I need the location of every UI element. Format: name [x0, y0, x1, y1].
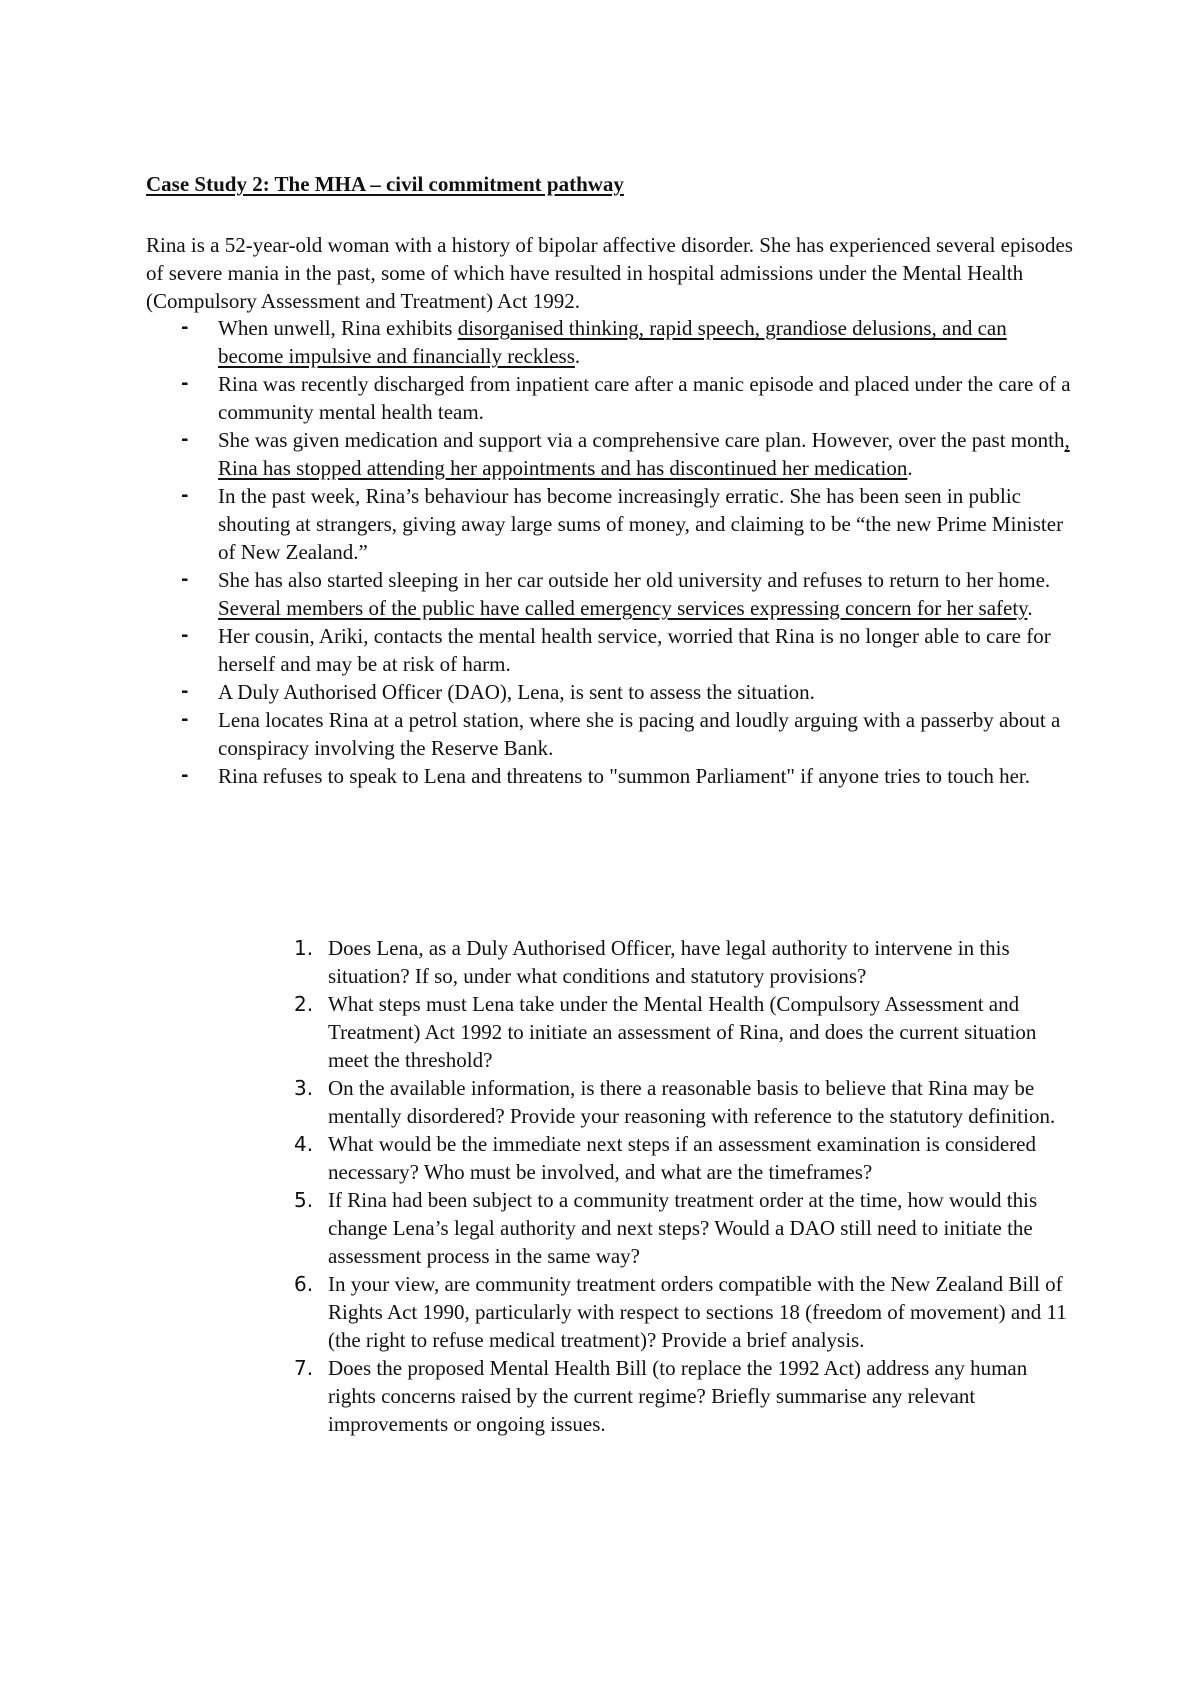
bullet-dash: -: [181, 485, 189, 506]
fact-text-end: .: [574, 344, 581, 368]
fact-text: In the past week, Rina’s behaviour has become increasingly erratic. She has been seen in public shouting at strangers, giving away large sums of money, and claiming to be “the new Prime Minister of New Zealand.”: [218, 484, 1064, 564]
question-item: [146, 1186, 1076, 1270]
fact-text: Rina was recently discharged from inpatient care after a manic episode and placed under the care of a community mental health team.: [218, 372, 1071, 424]
fact-item: [146, 622, 1076, 678]
fact-text: Lena locates Rina at a petrol station, where she is pacing and loudly arguing with a passerby about a conspiracy involving the Reserve Bank.: [218, 708, 1061, 760]
fact-text-end: .: [1027, 596, 1033, 620]
fact-item: [146, 566, 1076, 622]
question-number: 6.: [294, 1272, 314, 1296]
bullet-dash: -: [181, 681, 189, 702]
question-text: If Rina had been subject to a community treatment order at the time, how would this change Lena’s legal authority and next steps? Would a DAO still need to initiate the assessment process in the same way?: [328, 1188, 1038, 1268]
question-text: Does the proposed Mental Health Bill (to replace the 1992 Act) address any human rights concerns raised by the current regime? Briefly summarise any relevant improvements or ongoing issues.: [328, 1356, 1028, 1436]
intro-paragraph: Rina is a 52-year-old woman with a history of bipolar affective disorder. She has experienced several episodes of severe mania in the past, some of which have resulted in hospital admissions under the Mental Health (Compulsory Assessment and Treatment) Act 1992.: [146, 233, 1073, 313]
case-study-title: Case Study 2: The MHA – civil commitment pathway: [146, 172, 624, 196]
bullet-dash: -: [181, 429, 189, 450]
question-number: 1.: [294, 936, 314, 960]
question-item: [146, 1130, 1076, 1186]
question-item: [146, 990, 1076, 1074]
question-item: [146, 934, 1076, 990]
facts-list: [146, 314, 1076, 790]
question-number: 5.: [294, 1188, 314, 1212]
fact-underlined-text: disorganised thinking, rapid speech, grandiose delusions, and can become impulsive and financially reckless: [218, 316, 1007, 368]
question-text: Does Lena, as a Duly Authorised Officer, have legal authority to intervene in this situation? If so, under what conditions and statutory provisions?: [328, 936, 1010, 988]
fact-item: [146, 482, 1076, 566]
fact-item: [146, 678, 1076, 706]
question-item: [146, 1354, 1076, 1438]
fact-text: Her cousin, Ariki, contacts the mental health service, worried that Rina is no longer able to care for herself and may be at risk of harm.: [218, 624, 1051, 676]
question-number: 2.: [294, 992, 314, 1016]
bullet-dash: -: [181, 625, 189, 646]
fact-underlined-text: , Rina has stopped attending her appointments and has discontinued her medication: [218, 428, 1070, 480]
question-text: What steps must Lena take under the Mental Health (Compulsory Assessment and Treatment) Act 1992 to initiate an assessment of Rina, and does the current situation meet the threshold?: [328, 992, 1037, 1072]
bullet-dash: -: [181, 709, 189, 730]
question-item: [146, 1074, 1076, 1130]
bullet-dash: -: [181, 569, 189, 590]
question-text: What would be the immediate next steps if an assessment examination is considered necessary? Who must be involved, and what are the timeframes?: [328, 1132, 1036, 1184]
fact-text: When unwell, Rina exhibits: [218, 316, 458, 340]
question-number: 4.: [294, 1132, 314, 1156]
fact-text: Rina refuses to speak to Lena and threatens to "summon Parliament" if anyone tries to touch her.: [218, 764, 1031, 788]
fact-item: [146, 762, 1076, 790]
fact-text: She was given medication and support via a comprehensive care plan. However, over the past month: [218, 428, 1065, 452]
question-text: In your view, are community treatment orders compatible with the New Zealand Bill of Rights Act 1990, particularly with respect to sections 18 (freedom of movement) and 11 (the right to refuse medical treatment)? Provide a brief analysis.: [328, 1272, 1067, 1352]
question-item: [146, 1270, 1076, 1354]
fact-text-end: .: [907, 456, 913, 480]
questions-list: [146, 934, 1076, 1438]
fact-underlined-text: Several members of the public have called emergency services expressing concern for her safety: [218, 596, 1028, 620]
bullet-dash: -: [181, 765, 189, 786]
fact-item: [146, 706, 1076, 762]
fact-item: [146, 314, 1076, 370]
fact-item: [146, 370, 1076, 426]
bullet-dash: -: [181, 317, 189, 338]
bullet-dash: -: [181, 373, 189, 394]
fact-text: She has also started sleeping in her car outside her old university and refuses to return to her home.: [218, 568, 1051, 592]
question-number: 7.: [294, 1356, 314, 1380]
fact-item: [146, 426, 1076, 482]
fact-text: A Duly Authorised Officer (DAO), Lena, is sent to assess the situation.: [218, 680, 815, 704]
question-number: 3.: [294, 1076, 314, 1100]
question-text: On the available information, is there a reasonable basis to believe that Rina may be mentally disordered? Provide your reasoning with reference to the statutory definition.: [328, 1076, 1056, 1128]
